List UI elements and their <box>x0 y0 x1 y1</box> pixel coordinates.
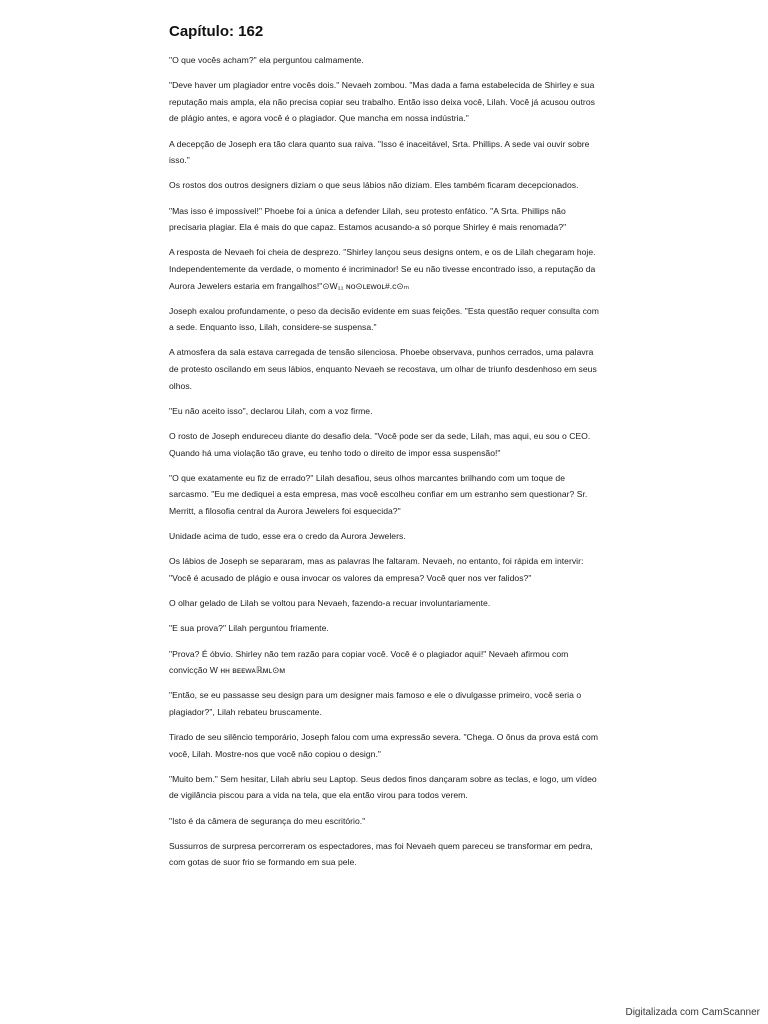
paragraph: Os rostos dos outros designers diziam o que seus lábios não diziam. Eles também ficaram decepcionados. <box>169 180 579 191</box>
paragraph: "Mas isso é impossível!" Phoebe foi a única a defender Lilah, seu protesto enfático. "A Srta. Phillips não precisaria plagiar. Ela é mais do que capaz. Estamos acusando-a só porque Shirley é mais renomada?" <box>169 205 567 233</box>
paragraph: "Deve haver um plagiador entre vocês dois." Nevaeh zombou. "Mas dada a fama estabelecida de Shirley e sua reputação mais ampla, ela não precisa copiar seu trabalho. Então isso deixa você, Lilah. Você já acusou outros de plágio antes, e agora você é o plagiador. Que mancha em nossa indústria." <box>169 80 595 124</box>
paragraph: A atmosfera da sala estava carregada de tensão silenciosa. Phoebe observava, punhos cerrados, uma palavra de protesto oscilando em seus lábios, enquanto Nevaeh se recostava, um olhar de triunfo desdenhoso em seus olhos. <box>169 347 597 391</box>
paragraph: "E sua prova?" Lilah perguntou friamente. <box>169 623 329 634</box>
paragraph: "O que exatamente eu fiz de errado?" Lilah desafiou, seus olhos marcantes brilhando com um toque de sarcasmo. "Eu me dediquei a esta empresa, mas você escolheu confiar em um estranho sem questionar? Sr. Merritt, a filosofia central da Aurora Jewelers foi esquecida?" <box>169 472 588 516</box>
paragraph: O olhar gelado de Lilah se voltou para Nevaeh, fazendo-a recuar involuntariamente. <box>169 598 491 609</box>
paragraph: A decepção de Joseph era tão clara quanto sua raiva. "Isso é inaceitável, Srta. Phillips. A sede vai ouvir sobre isso." <box>169 138 590 166</box>
paragraph: Tirado de seu silêncio temporário, Joseph falou com uma expressão severa. "Chega. O ônus da prova está com você, Lilah. Mostre-nos que você não copiou o design." <box>169 732 599 759</box>
paragraph: Os lábios de Joseph se separaram, mas as palavras lhe faltaram. Nevaeh, no entanto, foi rápida em intervir: "Você é acusado de plágio e ousa invocar os valores da empresa? Você quer nos ver falidos?" <box>169 556 584 583</box>
paragraph: Unidade acima de tudo, esse era o credo da Aurora Jewelers. <box>169 531 406 542</box>
paragraph: A resposta de Nevaeh foi cheia de desprezo. "Shirley lançou seus designs ontem, e os de Lilah chegaram hoje. Independentemente da verdade, o momento é incriminador! Se eu não tivesse encontrado isso, a reputação da Aurora Jewelers estaria em frangalhos!"⊙W₁₁ ɴᴏ⊙ʟᴇᴡᴏʟ#.ᴄ⊙ₘ <box>169 247 596 291</box>
paragraph: "Eu não aceito isso", declarou Lilah, com a voz firme. <box>169 405 373 416</box>
paragraph: "Muito bem." Sem hesitar, Lilah abriu seu Laptop. Seus dedos finos dançaram sobre as teclas, e logo, um vídeo de vigilância piscou para a vida na tela, que ela então virou para todos verem. <box>169 773 597 801</box>
paragraph: Sussurros de surpresa percorreram os espectadores, mas foi Nevaeh quem pareceu se transformar em pedra, com gotas de suor frio se formando em sua pele. <box>169 840 593 868</box>
paragraph: O rosto de Joseph endureceu diante do desafio dela. "Você pode ser da sede, Lilah, mas aqui, eu sou o CEO. Quando há uma violação tão grave, eu tenho todo o direito de impor essa suspensão!" <box>169 431 591 458</box>
paragraph: Joseph exalou profundamente, o peso da decisão evidente em suas feições. "Esta questão requer consulta com a sede. Enquanto isso, Lilah, considere-se suspensa." <box>169 305 599 333</box>
scanner-watermark: Digitalizada com CamScanner <box>625 1007 760 1018</box>
document-page <box>169 22 601 880</box>
paragraph: "Então, se eu passasse seu design para um designer mais famoso e ele o divulgasse primeiro, você seria o plagiador?", Lilah rebateu bruscamente. <box>169 690 582 717</box>
paragraph: "Isto é da câmera de segurança do meu escritório." <box>169 815 366 826</box>
paragraph: "O que vocês acham?" ela perguntou calmamente. <box>169 55 364 65</box>
paragraph: "Prova? É óbvio. Shirley não tem razão para copiar você. Você é o plagiador aqui!" Nevaeh afirmou com convicção W ʜʜ ʙᴇᴇwᴀℝᴍʟ⊙ᴍ <box>169 648 569 676</box>
chapter-title: Capítulo: 162 <box>169 23 264 40</box>
